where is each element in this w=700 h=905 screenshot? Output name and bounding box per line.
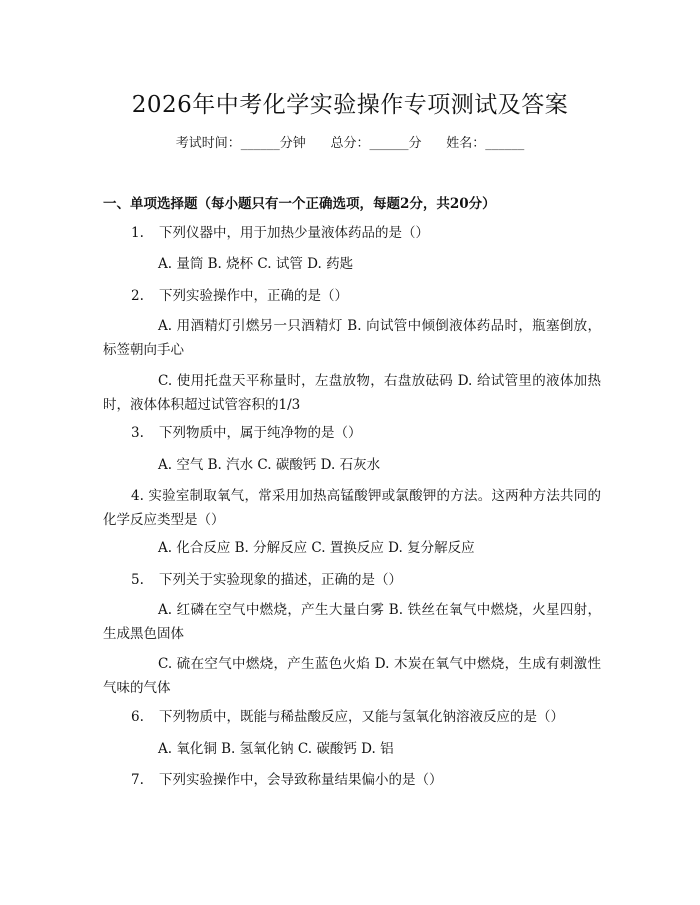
question-4-options: A. 化合反应 B. 分解反应 C. 置换反应 D. 复分解反应 <box>158 540 475 556</box>
question-number: 5. <box>131 572 144 588</box>
question-3 <box>131 421 362 445</box>
question-text: 下列实验操作中，会导致称量结果偏小的是（） <box>159 772 443 788</box>
section-heading: 一、单项选择题（每小题只有一个正确选项，每题2分，共20分） <box>103 196 496 212</box>
question-3-options: A. 空气 B. 汽水 C. 碳酸钙 D. 石灰水 <box>158 457 381 473</box>
question-2-options-ab: A. 用酒精灯引燃另一只酒精灯 B. 向试管中倾倒液体药品时，瓶塞倒放，标签朝向手心 <box>103 318 601 358</box>
question-number: 3. <box>131 425 144 441</box>
question-text: 下列实验操作中，正确的是（） <box>159 288 348 304</box>
question-text: 下列物质中，属于纯净物的是（） <box>159 425 362 441</box>
question-5 <box>131 568 402 592</box>
question-5-options-ab: A. 红磷在空气中燃烧，产生大量白雾 B. 铁丝在氧气中燃烧，火星四射，生成黑色固体 <box>103 602 601 642</box>
exam-info-line: 考试时间：______分钟 总分：______分 姓名：______ <box>175 136 525 151</box>
question-4: 4. 实验室制取氧气，常采用加热高锰酸钾或氯酸钾的方法。这两种方法共同的化学反应类型是（） <box>103 488 601 528</box>
page-title: 2026年中考化学实验操作专项测试及答案 <box>131 92 569 118</box>
question-text: 下列关于实验现象的描述，正确的是（） <box>159 572 402 588</box>
question-number: 6. <box>131 709 144 725</box>
question-2 <box>131 284 348 308</box>
question-6 <box>131 705 564 729</box>
question-1 <box>131 221 429 245</box>
question-5-options-cd: C. 硫在空气中燃烧，产生蓝色火焰 D. 木炭在氧气中燃烧，生成有刺激性气味的气体 <box>103 656 601 696</box>
question-text: 下列仪器中，用于加热少量液体药品的是（） <box>159 225 429 241</box>
question-number: 7. <box>131 772 144 788</box>
question-6-options: A. 氧化铜 B. 氢氧化钠 C. 碳酸钙 D. 铝 <box>158 741 394 757</box>
question-text: 下列物质中，既能与稀盐酸反应，又能与氢氧化钠溶液反应的是（） <box>159 709 564 725</box>
question-number: 1. <box>131 225 144 241</box>
question-2-options-cd: C. 使用托盘天平称量时，左盘放物，右盘放砝码 D. 给试管里的液体加热时，液体体积超过试管容积的1/3 <box>103 373 601 413</box>
question-1-options: A. 量筒 B. 烧杯 C. 试管 D. 药匙 <box>158 256 354 272</box>
question-number: 2. <box>131 288 144 304</box>
question-7 <box>131 768 443 792</box>
